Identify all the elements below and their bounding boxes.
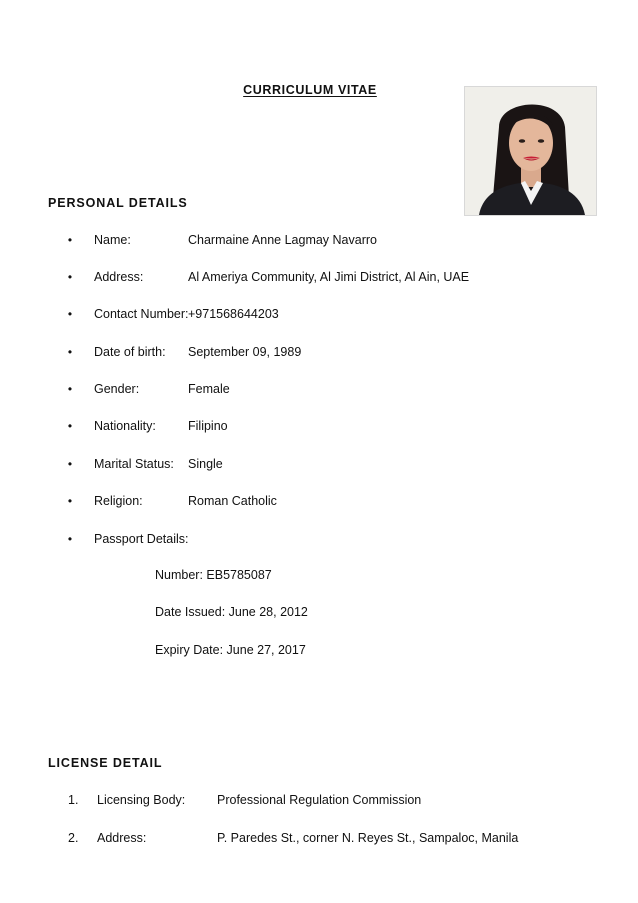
detail-label: Passport Details: [94, 532, 189, 546]
license-detail-heading: LICENSE DETAIL [48, 756, 163, 770]
detail-value: +971568644203 [188, 307, 279, 321]
personal-details-heading: PERSONAL DETAILS [48, 196, 188, 210]
bullet-icon: • [67, 494, 73, 508]
bullet-icon: • [67, 345, 73, 359]
license-value: P. Paredes St., corner N. Reyes St., Sampaloc, Manila [217, 831, 519, 845]
bullet-icon: • [67, 457, 73, 471]
passport-expiry-date: Expiry Date: June 27, 2017 [155, 643, 306, 657]
list-number: 1. [68, 793, 79, 807]
bullet-icon: • [67, 233, 73, 247]
detail-value: Female [188, 382, 230, 396]
detail-label: Marital Status: [94, 457, 174, 471]
passport-number: Number: EB5785087 [155, 568, 272, 582]
detail-label: Religion: [94, 494, 143, 508]
detail-label: Gender: [94, 382, 140, 396]
bullet-icon: • [67, 270, 73, 284]
bullet-icon: • [67, 532, 73, 546]
detail-label: Address: [94, 270, 144, 284]
license-label: Address: [97, 831, 147, 845]
detail-value: Single [188, 457, 223, 471]
detail-value: September 09, 1989 [188, 345, 302, 359]
detail-label: Contact Number: [94, 307, 189, 321]
detail-label: Nationality: [94, 419, 156, 433]
person-photo-icon [465, 87, 596, 215]
license-value: Professional Regulation Commission [217, 793, 422, 807]
detail-value: Filipino [188, 419, 228, 433]
detail-value: Roman Catholic [188, 494, 277, 508]
passport-date-issued: Date Issued: June 28, 2012 [155, 605, 308, 619]
detail-label: Date of birth: [94, 345, 166, 359]
list-number: 2. [68, 831, 79, 845]
bullet-icon: • [67, 307, 73, 321]
license-label: Licensing Body: [97, 793, 186, 807]
detail-value: Al Ameriya Community, Al Jimi District, Al Ain, UAE [188, 270, 470, 284]
bullet-icon: • [67, 419, 73, 433]
profile-photo [464, 86, 597, 216]
document-title: CURRICULUM VITAE [243, 83, 377, 97]
detail-label: Name: [94, 233, 131, 247]
detail-value: Charmaine Anne Lagmay Navarro [188, 233, 377, 247]
bullet-icon: • [67, 382, 73, 396]
